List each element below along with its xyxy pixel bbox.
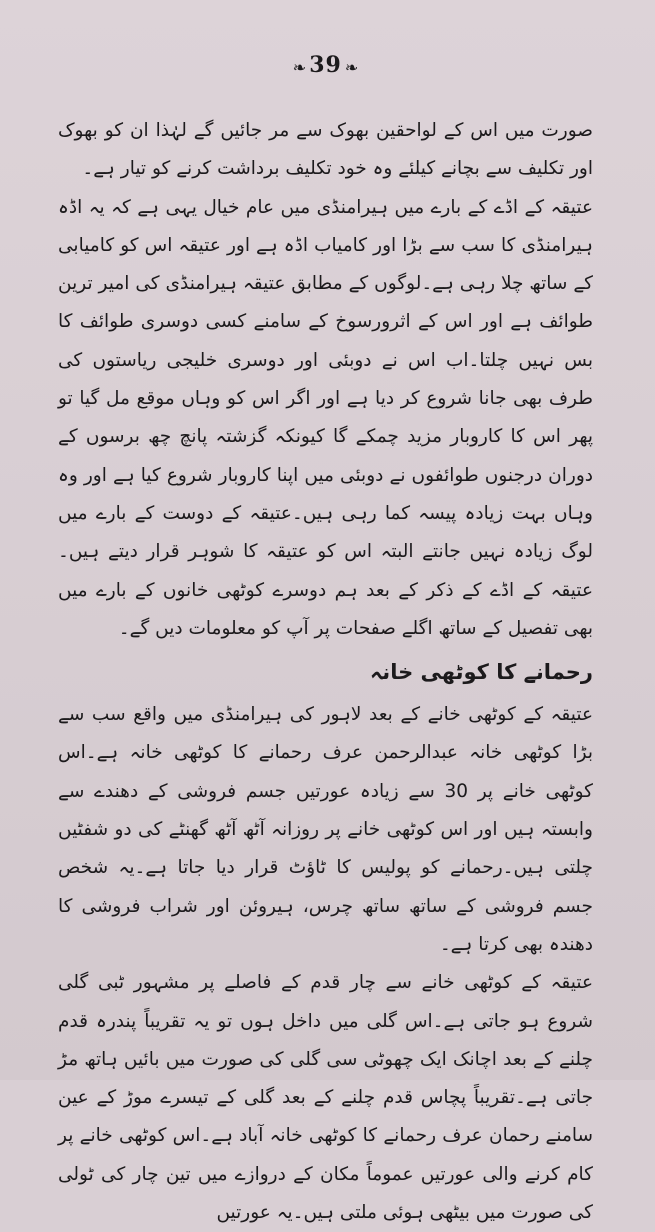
paragraph-3: عتیقہ کے کوٹھی خانے کے بعد لاہور کی ہیرامنڈی میں واقع سب سے بڑا کوٹھی خانہ عبدالرحمن عرف رحمانے کا کوٹھی خانہ ہے۔اس کوٹھی خانے پر 30 سے زیادہ عورتیں جسم فروشی کے دھندے سے وابستہ ہیں اور اس کوٹھی خانے پر روزانہ آٹھ آٹھ گھنٹے کی دو شفٹیں چلتی ہیں۔رحمانے کو پولیس کا ٹاؤٹ قرار دیا جاتا ہے۔یہ شخص جسم فروشی کے ساتھ ساتھ چرس، ہیروئن اور شراب فروشی کا دھندہ بھی کرتا ہے۔ — [58, 704, 593, 955]
paragraph-2: عتیقہ کے اڈے کے بارے میں ہیرامنڈی میں عام خیال یہی ہے کہ یہ اڈہ ہیرامنڈی کا سب سے بڑا اور کامیاب اڈہ ہے اور عتیقہ اس کو کامیابی کے ساتھ چلا رہی ہے۔لوگوں کے مطابق عتیقہ ہیرامنڈی کی امیر ترین طوائف ہے اور اس کے اثرورسوخ کے سامنے کسی دوسری طوائف کا بس نہیں چلتا۔اب اس نے دوبئی اور دوسری خلیجی ریاستوں کی طرف بھی جانا شروع کر دیا ہے اور اگر اس کو وہاں موقع مل گیا تو پھر اس کا کاروبار مزید چمکے گا کیونکہ گزشتہ پانچ چھ برسوں کے دوران درجنوں طوائفوں نے دوبئی میں اپنا کاروبار شروع کیا ہے اور وہ وہاں بہت زیادہ پیسہ کما رہی ہیں۔عتیقہ کے دوست کے بارے میں لوگ زیادہ نہیں جانتے البتہ اس کو عتیقہ کا شوہر قرار دیتے ہیں۔عتیقہ کے اڈے کے ذکر کے بعد ہم دوسرے کوٹھی خانوں کے بارے میں بھی تفصیل کے ساتھ اگلے صفحات پر آپ کو معلومات دیں گے۔ — [58, 196, 593, 639]
ornament-right-icon: ❧ — [344, 58, 359, 77]
paragraph-4: عتیقہ کے کوٹھی خانے سے چار قدم کے فاصلے پر مشہور ٹبی گلی شروع ہو جاتی ہے۔اس گلی میں داخل ہوں تو یہ تقریباً پندرہ قدم چلنے کے بعد اچانک ایک چھوٹی سی گلی کی صورت میں بائیں ہاتھ مڑ جاتی ہے۔تقریباً پچاس قدم چلنے کے بعد گلی کے تیسرے موڑ کے عین سامنے رحمان عرف رحمانے کا کوٹھی خانہ آباد ہے۔اس کوٹھی خانے پر کام کرنے والی عورتیں عموماً مکان کے دروازے میں تین چار کی ٹولی کی صورت میں بیٹھی ہوئی ملتی ہیں۔یہ عورتیں — [58, 972, 593, 1224]
ornament-left-icon: ❧ — [292, 58, 307, 77]
paragraph-1: صورت میں اس کے لواحقین بھوک سے مر جائیں گے لہٰذا ان کو بھوک اور تکلیف سے بچانے کیلئے وہ خود تکلیف برداشت کرنے کو تیار ہے۔ — [58, 120, 593, 180]
section-heading: رحمانے کا کوٹھی خانہ — [370, 660, 593, 685]
page-body — [58, 112, 593, 1232]
page-number: 39 — [309, 52, 342, 78]
page-header — [58, 52, 593, 92]
